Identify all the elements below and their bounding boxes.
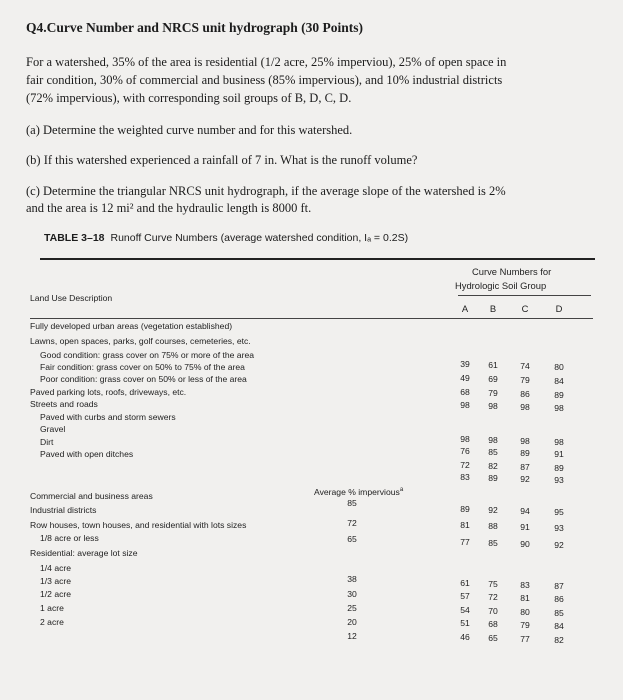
question-title: Q4.Curve Number and NRCS unit hydrograph (30 Points) <box>26 20 364 35</box>
curve-number-cell: 98 <box>520 401 530 412</box>
table-row-label: Paved with open ditches <box>40 449 134 459</box>
curve-number-cell: 98 <box>460 400 470 410</box>
curve-number-cell: 80 <box>554 361 564 372</box>
impervious-value: 65 <box>347 534 357 544</box>
curve-number-cell: 86 <box>520 388 530 399</box>
curve-number-cell: 80 <box>520 606 530 617</box>
curve-number-cell: 92 <box>488 504 498 515</box>
table-row-label: 1/8 acre or less <box>40 533 99 543</box>
impervious-value: 30 <box>347 589 357 599</box>
impervious-value: 20 <box>347 617 357 627</box>
table-row-label: Paved parking lots, roofs, driveways, etc. <box>30 387 187 397</box>
table-row-label: Streets and roads <box>30 399 98 409</box>
soil-group-header: Hydrologic Soil Group <box>455 280 547 291</box>
curve-number-cell: 46 <box>460 632 470 642</box>
table-row-label: Poor condition: grass cover on 50% or less of the area <box>40 374 247 384</box>
table-row-label: 1/3 acre <box>40 576 72 586</box>
curve-number-cell: 54 <box>460 605 470 615</box>
curve-number-cell: 98 <box>554 402 564 413</box>
group-label-a: A <box>461 303 469 314</box>
table-row-label: Residential: average lot size <box>30 548 138 558</box>
curve-number-cell: 86 <box>554 593 564 604</box>
question-intro-line-3: (72% impervious), with corresponding soil groups of B, D, C, D. <box>26 91 352 105</box>
curve-number-cell: 89 <box>460 504 470 514</box>
impervious-header <box>314 487 403 497</box>
impervious-value: 12 <box>347 631 357 641</box>
question-intro-line-2: fair condition, 30% of commercial and business (85% impervious), and 10% industrial districts <box>26 73 503 87</box>
curve-number-cell: 72 <box>488 591 498 602</box>
impervious-value: 72 <box>347 518 357 528</box>
curve-number-cell: 70 <box>488 605 498 616</box>
curve-number-cell: 98 <box>520 435 530 446</box>
table-row-label: Dirt <box>40 437 54 447</box>
curve-number-cell: 74 <box>520 360 530 371</box>
curve-number-cell: 83 <box>520 579 530 590</box>
curve-number-cell: 81 <box>460 520 470 530</box>
curve-number-cell: 83 <box>460 472 470 482</box>
impervious-value: 25 <box>347 603 357 613</box>
curve-number-cell: 94 <box>520 505 530 516</box>
curve-number-cell: 68 <box>488 618 498 629</box>
curve-number-cell: 85 <box>488 537 498 548</box>
curve-number-cell: 82 <box>488 460 498 471</box>
table-row-label: Good condition: grass cover on 75% or more of the area <box>40 350 255 360</box>
table-row-label: Commercial and business areas <box>30 491 153 501</box>
curve-number-cell: 49 <box>460 373 470 383</box>
curve-number-cell: 88 <box>488 520 498 531</box>
question-part-c-line-2: and the area is 12 mi² and the hydraulic length is 8000 ft. <box>26 201 312 215</box>
impervious-value: 85 <box>347 498 357 508</box>
table-row-label: 2 acre <box>40 617 64 627</box>
curve-number-cell: 85 <box>488 446 498 457</box>
curve-number-cell: 93 <box>554 474 564 485</box>
curve-number-cell: 39 <box>460 359 470 369</box>
table-row-label: Gravel <box>40 424 66 434</box>
curve-number-cell: 61 <box>460 578 470 588</box>
curve-number-cell: 68 <box>460 387 470 397</box>
curve-number-cell: 98 <box>460 434 470 444</box>
curve-number-cell: 92 <box>554 539 564 550</box>
table-row-label: 1 acre <box>40 603 64 613</box>
table-row-label: Paved with curbs and storm sewers <box>40 412 176 422</box>
curve-number-cell: 79 <box>520 374 530 385</box>
curve-number-cell: 84 <box>554 620 564 631</box>
curve-number-cell: 61 <box>488 359 498 370</box>
curve-number-cell: 79 <box>488 387 498 398</box>
table-row-label: Row houses, town houses, and residential with lots sizes <box>30 520 247 530</box>
curve-number-cell: 75 <box>488 578 498 589</box>
curve-number-cell: 93 <box>554 522 564 533</box>
group-header-rule <box>458 295 591 296</box>
curve-number-cell: 90 <box>520 538 530 549</box>
curve-number-cell: 79 <box>520 619 530 630</box>
curve-numbers-header: Curve Numbers for <box>472 266 552 277</box>
question-part-b: (b) If this watershed experienced a rainfall of 7 in. What is the runoff volume? <box>26 153 418 167</box>
curve-number-cell: 82 <box>554 634 564 645</box>
curve-number-cell: 76 <box>460 446 470 456</box>
curve-number-cell: 98 <box>488 400 498 411</box>
impervious-value: 38 <box>347 574 357 584</box>
curve-number-cell: 57 <box>460 591 470 601</box>
table-row-label: Fully developed urban areas (vegetation established) <box>30 321 233 331</box>
impervious-footnote-mark: a <box>399 487 404 494</box>
question-intro-line-1: For a watershed, 35% of the area is residential (1/2 acre, 25% imperviou), 25% of open space in <box>26 55 507 69</box>
curve-number-cell: 92 <box>520 473 530 484</box>
land-use-header: Land Use Description <box>30 293 113 303</box>
curve-number-cell: 72 <box>460 460 470 470</box>
curve-number-cell: 81 <box>520 592 530 603</box>
table-row-label: Lawns, open spaces, parks, golf courses, cemeteries, etc. <box>30 336 251 346</box>
curve-number-cell: 69 <box>488 373 498 384</box>
table-caption-text: Runoff Curve Numbers (average watershed condition, Iₐ = 0.2S) <box>110 232 409 244</box>
table-row-label: 1/4 acre <box>40 563 72 573</box>
curve-number-cell: 51 <box>460 618 470 628</box>
curve-number-cell: 89 <box>520 447 530 458</box>
curve-number-cell: 89 <box>554 462 564 473</box>
header-bottom-rule <box>30 318 593 319</box>
curve-number-cell: 84 <box>554 375 564 386</box>
curve-number-cell: 85 <box>554 607 564 618</box>
table-label: TABLE 3–18 <box>44 232 105 244</box>
group-label-b: B <box>489 303 497 314</box>
curve-number-cell: 89 <box>488 472 498 483</box>
table-row-label: Industrial districts <box>30 505 97 515</box>
curve-number-cell: 77 <box>520 633 530 644</box>
table-top-rule <box>40 258 595 260</box>
group-label-c: C <box>521 303 529 314</box>
impervious-header-text: Average % impervious <box>314 487 400 497</box>
group-label-d: D <box>555 303 563 314</box>
curve-number-cell: 87 <box>554 580 564 591</box>
question-part-c-line-1: (c) Determine the triangular NRCS unit hydrograph, if the average slope of the watershed is 2% <box>26 184 506 198</box>
question-part-a: (a) Determine the weighted curve number and for this watershed. <box>26 123 353 137</box>
curve-number-cell: 89 <box>554 389 564 400</box>
curve-number-cell: 95 <box>554 506 564 517</box>
table-caption <box>44 232 408 244</box>
curve-number-cell: 87 <box>520 461 530 472</box>
curve-number-cell: 98 <box>554 436 564 447</box>
table-row-label: 1/2 acre <box>40 589 72 599</box>
curve-number-cell: 91 <box>554 448 564 459</box>
table-row-label: Fair condition: grass cover on 50% to 75% of the area <box>40 362 245 372</box>
curve-number-cell: 77 <box>460 537 470 547</box>
curve-number-cell: 91 <box>520 521 530 532</box>
curve-number-cell: 98 <box>488 434 498 445</box>
curve-number-cell: 65 <box>488 632 498 643</box>
